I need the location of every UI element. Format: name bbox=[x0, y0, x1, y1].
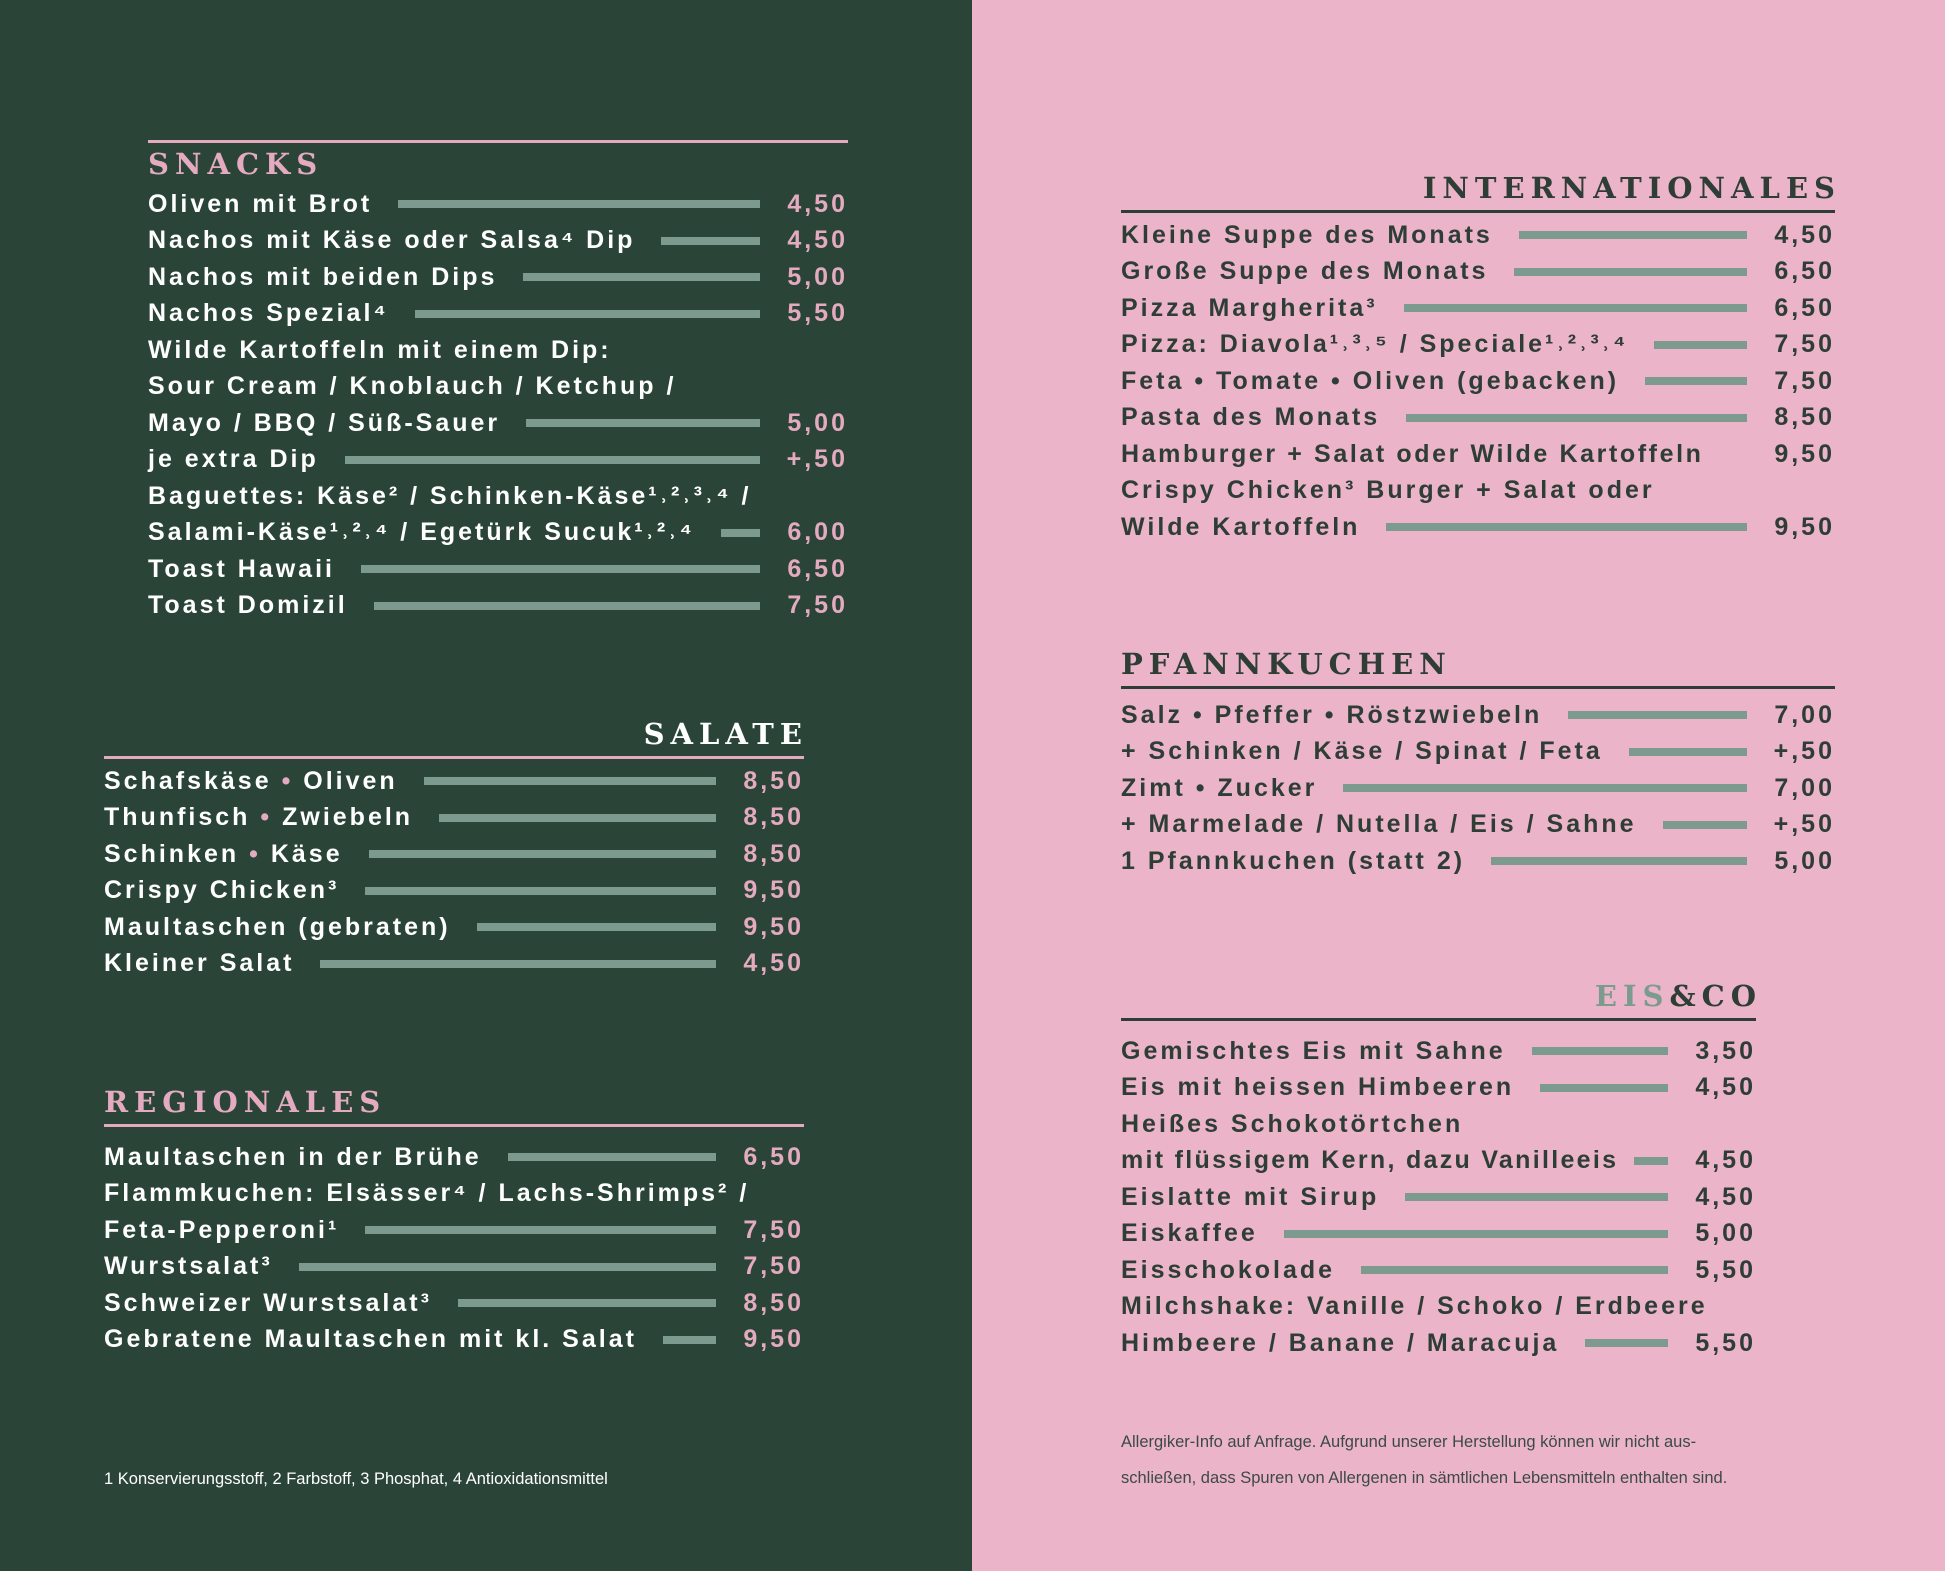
item-price: 8,50 bbox=[743, 803, 804, 832]
salate-section bbox=[104, 716, 808, 982]
dotted-leader bbox=[1532, 1047, 1668, 1055]
item-name: Nachos mit Käse oder Salsa⁴ Dip bbox=[148, 226, 636, 255]
item-price: 4,50 bbox=[1695, 1182, 1756, 1211]
item-name: Maultaschen (gebraten) bbox=[104, 912, 451, 941]
menu-item-text bbox=[104, 1176, 804, 1213]
dotted-leader bbox=[374, 602, 760, 610]
dotted-leader bbox=[365, 887, 716, 895]
salate-list bbox=[104, 763, 804, 982]
menu-item bbox=[148, 259, 848, 296]
menu-item bbox=[1121, 1143, 1756, 1180]
item-name: Eiskaffee bbox=[1121, 1219, 1258, 1248]
item-name bbox=[104, 840, 343, 869]
item-price: 7,50 bbox=[743, 1252, 804, 1281]
item-name bbox=[104, 803, 413, 832]
menu-item bbox=[1121, 400, 1835, 437]
menu-item bbox=[1121, 697, 1835, 734]
item-name: Kleine Suppe des Monats bbox=[1121, 220, 1493, 249]
item-name-part: Käse bbox=[270, 839, 343, 868]
item-name: Gemischtes Eis mit Sahne bbox=[1121, 1036, 1506, 1065]
dotted-leader bbox=[721, 529, 760, 537]
item-price: 6,00 bbox=[787, 518, 848, 547]
item-price: 6,50 bbox=[1774, 257, 1835, 286]
menu-item-text bbox=[148, 369, 848, 406]
snacks-title: SNACKS bbox=[148, 147, 324, 181]
menu-item bbox=[148, 405, 848, 442]
internationales-section bbox=[1121, 170, 1841, 546]
item-price: 6,50 bbox=[787, 554, 848, 583]
menu-item bbox=[1121, 1216, 1756, 1253]
menu-item bbox=[1121, 770, 1835, 807]
item-name: Feta • Tomate • Oliven (gebacken) bbox=[1121, 366, 1620, 395]
eis-title bbox=[1121, 978, 1762, 1014]
menu-item bbox=[1121, 327, 1835, 364]
dotted-leader bbox=[1634, 1157, 1668, 1165]
menu-item bbox=[104, 1212, 804, 1249]
item-price: 6,50 bbox=[1774, 293, 1835, 322]
footnote-additives: 1 Konservierungsstoff, 2 Farbstoff, 3 Phosphat, 4 Antioxidationsmittel bbox=[104, 1470, 608, 1488]
dotted-leader bbox=[1343, 784, 1747, 792]
item-name: Pizza Margherita³ bbox=[1121, 293, 1378, 322]
item-name: mit flüssigem Kern, dazu Vanilleeis bbox=[1121, 1146, 1619, 1175]
item-price: 7,50 bbox=[787, 591, 848, 620]
item-name: Sour Cream / Knoblauch / Ketchup / bbox=[148, 372, 677, 401]
dotted-leader bbox=[361, 565, 760, 573]
menu-item-text bbox=[1121, 1289, 1756, 1326]
item-name: Große Suppe des Monats bbox=[1121, 257, 1489, 286]
item-price: 6,50 bbox=[743, 1142, 804, 1171]
item-price: 8,50 bbox=[1774, 403, 1835, 432]
bullet-separator: • bbox=[260, 803, 273, 832]
item-price: 9,50 bbox=[743, 912, 804, 941]
dotted-leader bbox=[1568, 711, 1747, 719]
item-name: Feta-Pepperoni¹ bbox=[104, 1215, 340, 1244]
pfannkuchen-section bbox=[1121, 646, 1835, 880]
item-name: Nachos Spezial⁴ bbox=[148, 299, 389, 328]
item-name: Himbeere / Banane / Maracuja bbox=[1121, 1328, 1560, 1357]
dotted-leader bbox=[526, 419, 760, 427]
item-name: Milchshake: Vanille / Schoko / Erdbeere bbox=[1121, 1292, 1708, 1321]
menu-item bbox=[1121, 254, 1835, 291]
internationales-rule bbox=[1121, 210, 1835, 213]
item-name: Toast Hawaii bbox=[148, 554, 335, 583]
pfannkuchen-title: PFANNKUCHEN bbox=[1121, 647, 1452, 681]
item-name: + Marmelade / Nutella / Eis / Sahne bbox=[1121, 810, 1637, 839]
salate-rule bbox=[104, 756, 804, 759]
snacks-section bbox=[148, 140, 848, 624]
item-price: 4,50 bbox=[1695, 1073, 1756, 1102]
dotted-leader bbox=[415, 310, 760, 318]
menu-item bbox=[148, 551, 848, 588]
dotted-leader bbox=[1491, 857, 1747, 865]
item-price: +,50 bbox=[1773, 810, 1835, 839]
dotted-leader bbox=[345, 456, 760, 464]
item-name: Wilde Kartoffeln mit einem Dip: bbox=[148, 335, 612, 364]
menu-item bbox=[104, 909, 804, 946]
left-panel bbox=[0, 0, 972, 1571]
item-name: Schweizer Wurstsalat³ bbox=[104, 1288, 432, 1317]
item-price: 8,50 bbox=[743, 1288, 804, 1317]
regionales-section bbox=[104, 1084, 804, 1358]
item-price: 7,00 bbox=[1774, 773, 1835, 802]
item-price: 4,50 bbox=[743, 949, 804, 978]
item-price: +,50 bbox=[786, 445, 848, 474]
dotted-leader bbox=[1405, 1193, 1668, 1201]
item-name: Nachos mit beiden Dips bbox=[148, 262, 498, 291]
item-name: Heißes Schokotörtchen bbox=[1121, 1109, 1464, 1138]
footnote-line: Allergiker-Info auf Anfrage. Aufgrund unserer Herstellung können wir nicht aus- bbox=[1121, 1433, 1697, 1451]
regionales-rule bbox=[104, 1124, 804, 1127]
item-price: 9,50 bbox=[1774, 512, 1835, 541]
dotted-leader bbox=[365, 1226, 716, 1234]
dotted-leader bbox=[458, 1299, 716, 1307]
dotted-leader bbox=[1629, 748, 1747, 756]
menu-item bbox=[104, 1139, 804, 1176]
menu-item-text bbox=[148, 478, 848, 515]
dotted-leader bbox=[320, 960, 716, 968]
item-price: 9,50 bbox=[743, 876, 804, 905]
menu-item bbox=[148, 296, 848, 333]
item-name-part: Zwiebeln bbox=[282, 803, 414, 832]
menu-item bbox=[104, 763, 804, 800]
menu-item bbox=[1121, 1033, 1756, 1070]
eis-rule bbox=[1121, 1018, 1756, 1021]
dotted-leader bbox=[1514, 268, 1747, 276]
dotted-leader bbox=[1284, 1230, 1668, 1238]
item-price: 5,00 bbox=[787, 262, 848, 291]
dotted-leader bbox=[508, 1153, 716, 1161]
item-name: Pasta des Monats bbox=[1121, 403, 1381, 432]
item-price: 5,50 bbox=[1695, 1255, 1756, 1284]
item-name bbox=[104, 767, 398, 796]
menu-item bbox=[148, 223, 848, 260]
item-name-part: Oliven bbox=[303, 766, 398, 795]
item-price: 5,50 bbox=[1695, 1328, 1756, 1357]
eis-title-part2: &CO bbox=[1669, 979, 1762, 1013]
item-price: +,50 bbox=[1773, 737, 1835, 766]
pfannkuchen-list bbox=[1121, 697, 1835, 880]
item-name: Salami-Käse¹˒²˒⁴ / Egetürk Sucuk¹˒²˒⁴ bbox=[148, 518, 695, 547]
menu-item bbox=[1121, 807, 1835, 844]
item-name: Mayo / BBQ / Süß-Sauer bbox=[148, 408, 501, 437]
eis-title-part1: EIS bbox=[1594, 979, 1670, 1013]
bullet-separator: • bbox=[249, 839, 261, 868]
dotted-leader bbox=[477, 923, 716, 931]
menu-item bbox=[1121, 217, 1835, 254]
item-name-part: Schafskäse bbox=[104, 766, 272, 795]
salate-title: SALATE bbox=[643, 717, 808, 751]
menu-item bbox=[104, 800, 804, 837]
dotted-leader bbox=[369, 850, 716, 858]
dotted-leader bbox=[1386, 523, 1747, 531]
item-price: 9,50 bbox=[743, 1325, 804, 1354]
menu-item-text bbox=[1121, 473, 1835, 510]
menu-item bbox=[1121, 734, 1835, 771]
item-name: Baguettes: Käse² / Schinken-Käse¹˒²˒³˒⁴ / bbox=[148, 481, 752, 510]
item-name: je extra Dip bbox=[148, 445, 319, 474]
menu-item bbox=[1121, 1179, 1756, 1216]
item-name: Toast Domizil bbox=[148, 591, 348, 620]
menu-item bbox=[1121, 1252, 1756, 1289]
menu-item bbox=[104, 1285, 804, 1322]
dotted-leader bbox=[1645, 377, 1747, 385]
right-panel bbox=[972, 0, 1945, 1571]
item-name-part: Thunfisch bbox=[104, 803, 251, 832]
item-price: 9,50 bbox=[1774, 439, 1835, 468]
menu-item bbox=[148, 588, 848, 625]
item-price: 4,50 bbox=[1695, 1146, 1756, 1175]
eis-section bbox=[1121, 978, 1762, 1362]
item-name: Crispy Chicken³ Burger + Salat oder bbox=[1121, 476, 1655, 505]
item-price: 4,50 bbox=[787, 189, 848, 218]
snacks-list bbox=[148, 186, 848, 624]
menu-item bbox=[104, 873, 804, 910]
item-name: Oliven mit Brot bbox=[148, 189, 373, 218]
item-name: + Schinken / Käse / Spinat / Feta bbox=[1121, 737, 1603, 766]
menu-item bbox=[104, 1322, 804, 1359]
menu-item bbox=[1121, 436, 1835, 473]
item-price: 7,50 bbox=[1774, 330, 1835, 359]
dotted-leader bbox=[1361, 1266, 1668, 1274]
menu-item-text bbox=[1121, 1106, 1756, 1143]
snacks-rule bbox=[148, 140, 848, 143]
menu-item bbox=[1121, 509, 1835, 546]
regionales-list bbox=[104, 1139, 804, 1358]
dotted-leader bbox=[1406, 414, 1747, 422]
item-price: 4,50 bbox=[1774, 220, 1835, 249]
menu-item bbox=[1121, 1325, 1756, 1362]
menu-item bbox=[148, 442, 848, 479]
menu-item bbox=[148, 515, 848, 552]
item-price: 7,50 bbox=[1774, 366, 1835, 395]
dotted-leader bbox=[1663, 821, 1747, 829]
item-name: Maultaschen in der Brühe bbox=[104, 1142, 482, 1171]
item-name: Crispy Chicken³ bbox=[104, 876, 340, 905]
item-price: 8,50 bbox=[743, 766, 804, 795]
item-name: 1 Pfannkuchen (statt 2) bbox=[1121, 846, 1466, 875]
dotted-leader bbox=[439, 814, 716, 822]
menu-item bbox=[1121, 290, 1835, 327]
dotted-leader bbox=[523, 273, 760, 281]
regionales-title: REGIONALES bbox=[104, 1085, 387, 1119]
item-price: 7,50 bbox=[743, 1215, 804, 1244]
item-name: Kleiner Salat bbox=[104, 949, 295, 978]
menu-item bbox=[104, 1249, 804, 1286]
item-name: Gebratene Maultaschen mit kl. Salat bbox=[104, 1325, 637, 1354]
item-price: 7,00 bbox=[1774, 700, 1835, 729]
eis-list bbox=[1121, 1033, 1756, 1362]
pfannkuchen-rule bbox=[1121, 686, 1835, 689]
item-name: Eisschokolade bbox=[1121, 1255, 1336, 1284]
item-name: Eis mit heissen Himbeeren bbox=[1121, 1073, 1515, 1102]
item-name: Pizza: Diavola¹˒³˒⁵ / Speciale¹˒²˒³˒⁴ bbox=[1121, 330, 1629, 359]
item-price: 3,50 bbox=[1695, 1036, 1756, 1065]
menu-item bbox=[104, 836, 804, 873]
item-name: Eislatte mit Sirup bbox=[1121, 1182, 1380, 1211]
item-name: Zimt • Zucker bbox=[1121, 773, 1318, 802]
dotted-leader bbox=[424, 777, 716, 785]
item-name: Hamburger + Salat oder Wilde Kartoffeln bbox=[1121, 439, 1704, 468]
menu-item bbox=[104, 946, 804, 983]
bullet-separator: • bbox=[281, 766, 294, 795]
item-price: 8,50 bbox=[743, 839, 804, 868]
dotted-leader bbox=[663, 1336, 716, 1344]
dotted-leader bbox=[398, 200, 760, 208]
item-price: 5,00 bbox=[1774, 846, 1835, 875]
menu-item bbox=[1121, 363, 1835, 400]
dotted-leader bbox=[1654, 341, 1747, 349]
item-name: Salz • Pfeffer • Röstzwiebeln bbox=[1121, 700, 1543, 729]
footnote-allergens bbox=[1121, 1424, 1881, 1496]
dotted-leader bbox=[1404, 304, 1747, 312]
item-price: 5,00 bbox=[1695, 1219, 1756, 1248]
dotted-leader bbox=[1519, 231, 1747, 239]
item-name: Flammkuchen: Elsässer⁴ / Lachs-Shrimps² / bbox=[104, 1179, 750, 1208]
item-price: 4,50 bbox=[787, 226, 848, 255]
menu-item bbox=[1121, 843, 1835, 880]
menu-item bbox=[148, 186, 848, 223]
item-name: Wurstsalat³ bbox=[104, 1252, 273, 1281]
dotted-leader bbox=[1585, 1339, 1668, 1347]
item-name-part: Schinken bbox=[104, 839, 240, 868]
dotted-leader bbox=[661, 237, 760, 245]
internationales-title: INTERNATIONALES bbox=[1422, 171, 1841, 205]
dotted-leader bbox=[299, 1263, 716, 1271]
footnote-line: schließen, dass Spuren von Allergenen in sämtlichen Lebensmitteln enthalten sind. bbox=[1121, 1469, 1728, 1487]
item-price: 5,50 bbox=[787, 299, 848, 328]
dotted-leader bbox=[1540, 1084, 1668, 1092]
internationales-list bbox=[1121, 217, 1835, 546]
item-name: Wilde Kartoffeln bbox=[1121, 512, 1361, 541]
menu-item bbox=[1121, 1070, 1756, 1107]
menu-item-text bbox=[148, 332, 848, 369]
item-price: 5,00 bbox=[787, 408, 848, 437]
